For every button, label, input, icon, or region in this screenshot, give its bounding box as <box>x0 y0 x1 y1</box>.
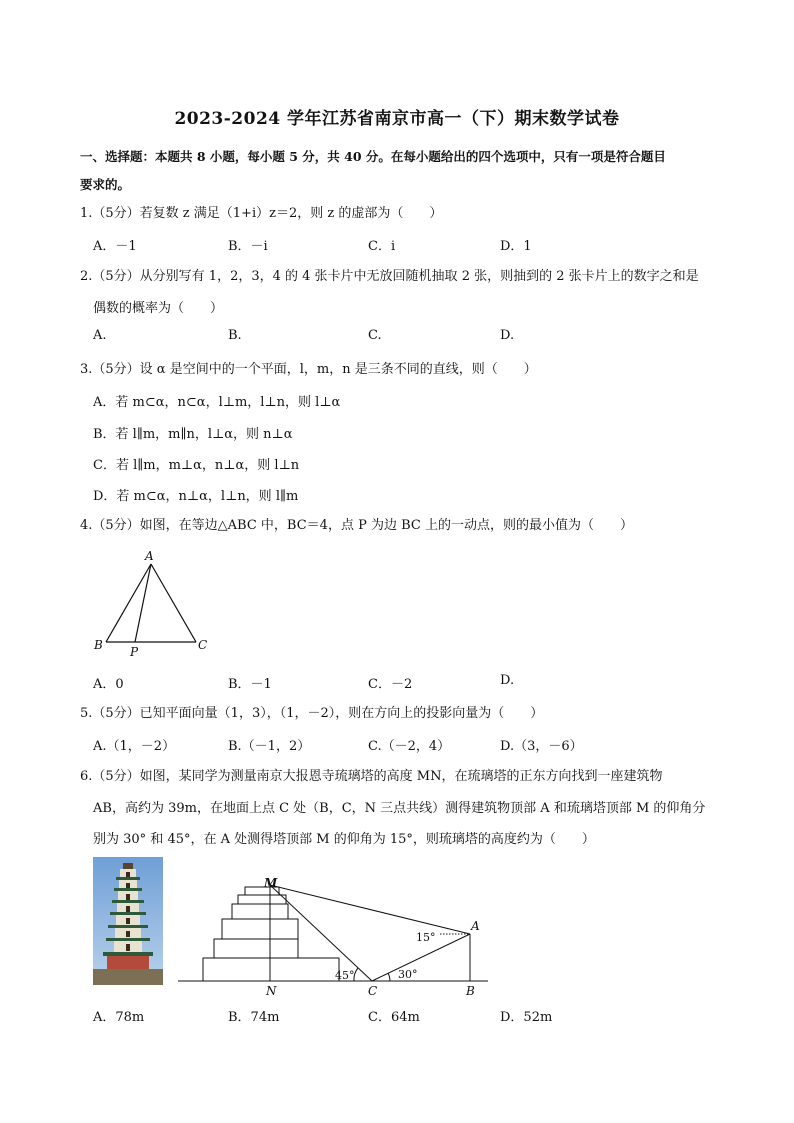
q3-option-b: B．若 l∥m，m∥n，l⊥α，则 n⊥α <box>93 427 293 442</box>
label-p: P <box>130 645 139 658</box>
q6-option-c: C．64m <box>368 1010 420 1025</box>
label-a: A <box>471 919 480 933</box>
question-5-options <box>93 735 713 757</box>
question-6-line-3: 别为 30° 和 45°，在 A 处测得塔顶部 M 的仰角为 15°，则琉璃塔的高度约为（ ） <box>93 832 595 847</box>
segment-ap <box>135 564 151 642</box>
q4-option-d: D. <box>500 673 515 688</box>
label-45deg: 45° <box>335 969 355 982</box>
q4-option-a: A．0 <box>93 677 124 692</box>
page-title: 2023-2024 学年江苏省南京市高一（下）期末数学试卷 <box>174 109 620 129</box>
q3-option-d: D．若 m⊂α，n⊥α，l⊥n，则 l∥m <box>93 489 299 504</box>
tier-2 <box>214 939 298 958</box>
triangle-side-ac <box>151 564 196 642</box>
q3-option-a: A．若 m⊂α，n⊂α，l⊥m，l⊥n，则 l⊥α <box>93 395 341 410</box>
q4-option-b: B．－1 <box>228 677 272 692</box>
arc-30 <box>388 973 390 981</box>
label-m: M <box>264 876 278 890</box>
question-5: 5.（5分）已知平面向量（1，3），（1，－2），则在方向上的投影向量为（ ） <box>80 706 544 721</box>
q6-option-b: B．74m <box>228 1010 280 1025</box>
q2-option-a: A. <box>93 328 107 343</box>
arc-45 <box>354 968 358 981</box>
label-b: B <box>94 638 103 652</box>
label-a: A <box>145 549 154 563</box>
q6-option-d: D．52m <box>500 1010 553 1025</box>
q5-option-d: D.（3，－6） <box>500 739 583 754</box>
tier-1 <box>203 958 339 981</box>
triangle-side-ab <box>106 564 151 642</box>
label-c: C <box>368 984 378 998</box>
pagoda-diagram <box>172 875 502 1000</box>
q5-option-a: A.（1，－2） <box>93 739 176 754</box>
pagoda-photo <box>93 857 163 985</box>
segment-mc <box>270 885 372 981</box>
q2-option-c: C. <box>368 328 382 343</box>
label-n: N <box>266 984 277 998</box>
section-line-1: 一、选择题：本题共 8 小题，每小题 5 分，共 40 分。在每小题给出的四个选项中，只有一项是符合题目 <box>80 149 666 164</box>
label-b: B <box>466 984 475 998</box>
tier-3 <box>222 919 298 939</box>
q1-option-d: D．1 <box>500 239 532 254</box>
label-30deg: 30° <box>398 968 418 981</box>
q2-option-d: D. <box>500 328 515 343</box>
label-15deg: 15° <box>416 931 436 944</box>
segment-ma <box>270 885 470 934</box>
q5-option-c: C.（－2，4） <box>368 739 451 754</box>
question-6-line-1: 6.（5分）如图，某同学为测量南京大报恩寺琉璃塔的高度 MN，在琉璃塔的正东方向找到一座建筑物 <box>80 769 663 784</box>
q3-option-c: C．若 l∥m，m⊥α，n⊥α，则 l⊥n <box>93 458 300 473</box>
question-6-options <box>93 1006 713 1028</box>
q1-option-c: C．i <box>368 239 396 254</box>
q1-option-b: B．－i <box>228 239 268 254</box>
section-line-2: 要求的。 <box>80 177 131 192</box>
question-4: 4.（5分）如图，在等边△ABC 中，BC＝4，点 P 为边 BC 上的一动点，则的最小值为（ ） <box>80 518 633 533</box>
q1-option-a: A．－1 <box>93 239 137 254</box>
question-1: 1.（5分）若复数 z 满足（1+i）z＝2，则 z 的虚部为（ ） <box>80 206 443 221</box>
question-6-line-2: AB，高约为 39m，在地面上点 C 处（B，C，N 三点共线）测得建筑物顶部 A 和琉璃塔顶部 M 的仰角分 <box>93 801 706 816</box>
triangle-figure <box>88 546 218 658</box>
question-2: 2.（5分）从分别写有 1，2，3，4 的 4 张卡片中无放回随机抽取 2 张，则抽到的 2 张卡片上的数字之和是 <box>80 269 699 284</box>
question-2-options <box>93 328 713 350</box>
section-header <box>80 143 720 199</box>
q2-option-b: B. <box>228 328 242 343</box>
question-3: 3.（5分）设 α 是空间中的一个平面，l，m，n 是三条不同的直线，则（ ） <box>80 362 537 377</box>
q4-option-c: C．－2 <box>368 677 413 692</box>
q6-option-a: A．78m <box>93 1010 145 1025</box>
label-c: C <box>198 638 208 652</box>
tier-5 <box>238 895 286 904</box>
question-4-options <box>93 673 713 695</box>
question-1-options <box>93 235 713 257</box>
tier-4 <box>232 904 288 919</box>
q5-option-b: B.（－1，2） <box>228 739 311 754</box>
question-2-continued: 偶数的概率为（ ） <box>93 301 224 316</box>
